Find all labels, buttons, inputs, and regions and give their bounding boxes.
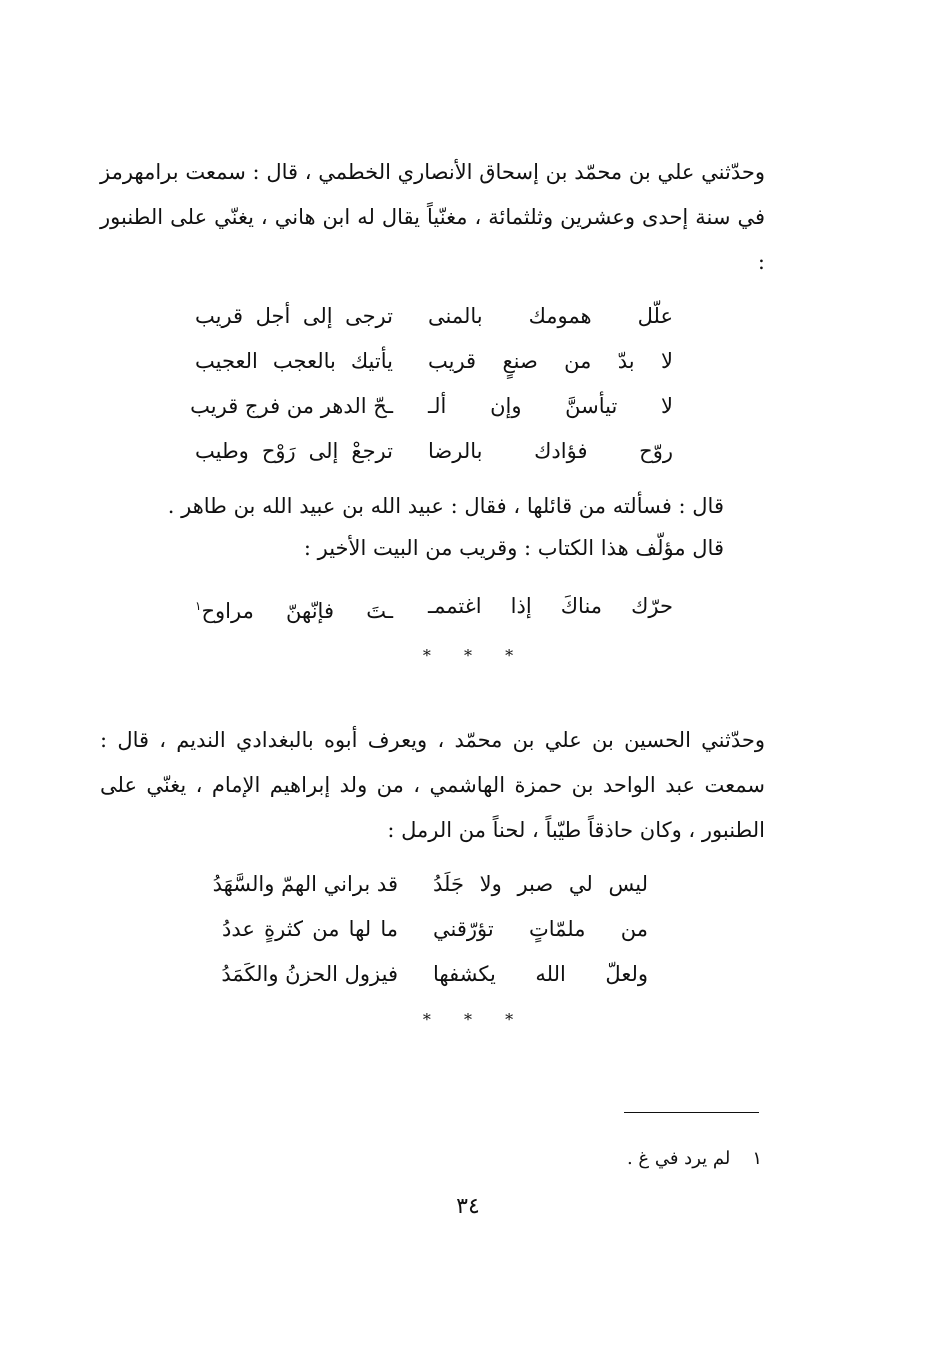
verse [195,294,673,339]
verse-first-hemistich: من ملمّاتٍ تؤرّقني [433,917,648,941]
section-separator [0,1010,936,1029]
author-note: قال مؤلّف هذا الكتاب : وقريب من البيت الأخير : [303,536,724,560]
verse-second-hemistich: ما لها من كثرةٍ عددُ [222,917,398,941]
page-number: ٣٤ [456,1194,480,1219]
verse-second-hemistich: ترجى إلى أجل قريب [195,304,393,328]
verse-first-hemistich: ليس لي صبر ولا جَلَدُ [433,872,648,896]
separator-star: * [422,1010,431,1029]
separator-star: * [505,1010,514,1029]
footnote [627,1145,762,1173]
separator-star: * [464,1010,472,1029]
verse [222,907,648,952]
section2-intro: وحدّثني الحسين بن علي بن محمّد ، ويعرف أبوه بالبغدادي النديم ، قال : سمعت عبد الواحد بن حمزة الهاشمي ، من ولد إبراهيم الإمام ، يغنّي على الطنبور ، وكان حاذقاً طيّباً ، لحناً من الرمل : [100,728,765,842]
section-separator [0,646,936,665]
footnote-number: ١ [752,1148,762,1169]
verse-second-hemistich: يأتيك بالعجب العجيب [195,349,393,373]
separator-star: * [422,646,431,665]
footnote-text: لم يرد في غ . [626,1148,731,1169]
footnote-marker: ١ [195,599,202,613]
separator-star: * [505,646,514,665]
verse-first-hemistich: حرّك مناكَ إذا اغتممـ [428,594,673,618]
verse-first-hemistich: علّل همومك بالمنى [428,304,673,328]
verse [195,584,673,629]
verse [195,339,673,384]
verse [195,429,673,474]
footnote-rule [624,1112,759,1113]
verse-second-hemistich: فيزول الحزنُ والكَمَدُ [221,962,398,986]
poem-extra [195,584,673,629]
verse-second-hemistich [195,584,393,629]
verse [190,384,673,429]
verse-first-hemistich: ولعلّ الله يكشفها [433,962,648,986]
verse-second-hemistich: قد براني الهمّ والسَّهَدُ [212,872,398,896]
verse [212,862,648,907]
attribution-note: قال : فسألته من قائلها ، فقال : عبيد الله بن عبيد الله بن طاهر . [167,494,724,518]
poem-2 [212,862,648,997]
verse-second-text: ـتَ فإنّهنّ مراوح [201,599,393,623]
separator-star: * [464,646,472,665]
verse-first-hemistich: لا بدّ من صنعٍ قريب [428,349,673,373]
poem-1 [190,294,673,474]
verse-first-hemistich: روّح فؤادك بالرضا [428,439,673,463]
verse-first-hemistich: لا تيأسنَّ وإن ألـ [428,394,673,418]
section1-intro: وحدّثني علي بن محمّد بن إسحاق الأنصاري الخطمي ، قال : سمعت برامهرمز في سنة إحدى وعشرين وثلثمائة ، مغنّياً يقال له ابن هاني ، يغنّي على الطنبور : [100,160,765,274]
verse-second-hemistich: ـحّ الدهر من فرج قريب [190,394,393,418]
verse-second-hemistich: ترجعْ إلى رَوْح وطيب [195,439,393,463]
verse [222,952,648,997]
